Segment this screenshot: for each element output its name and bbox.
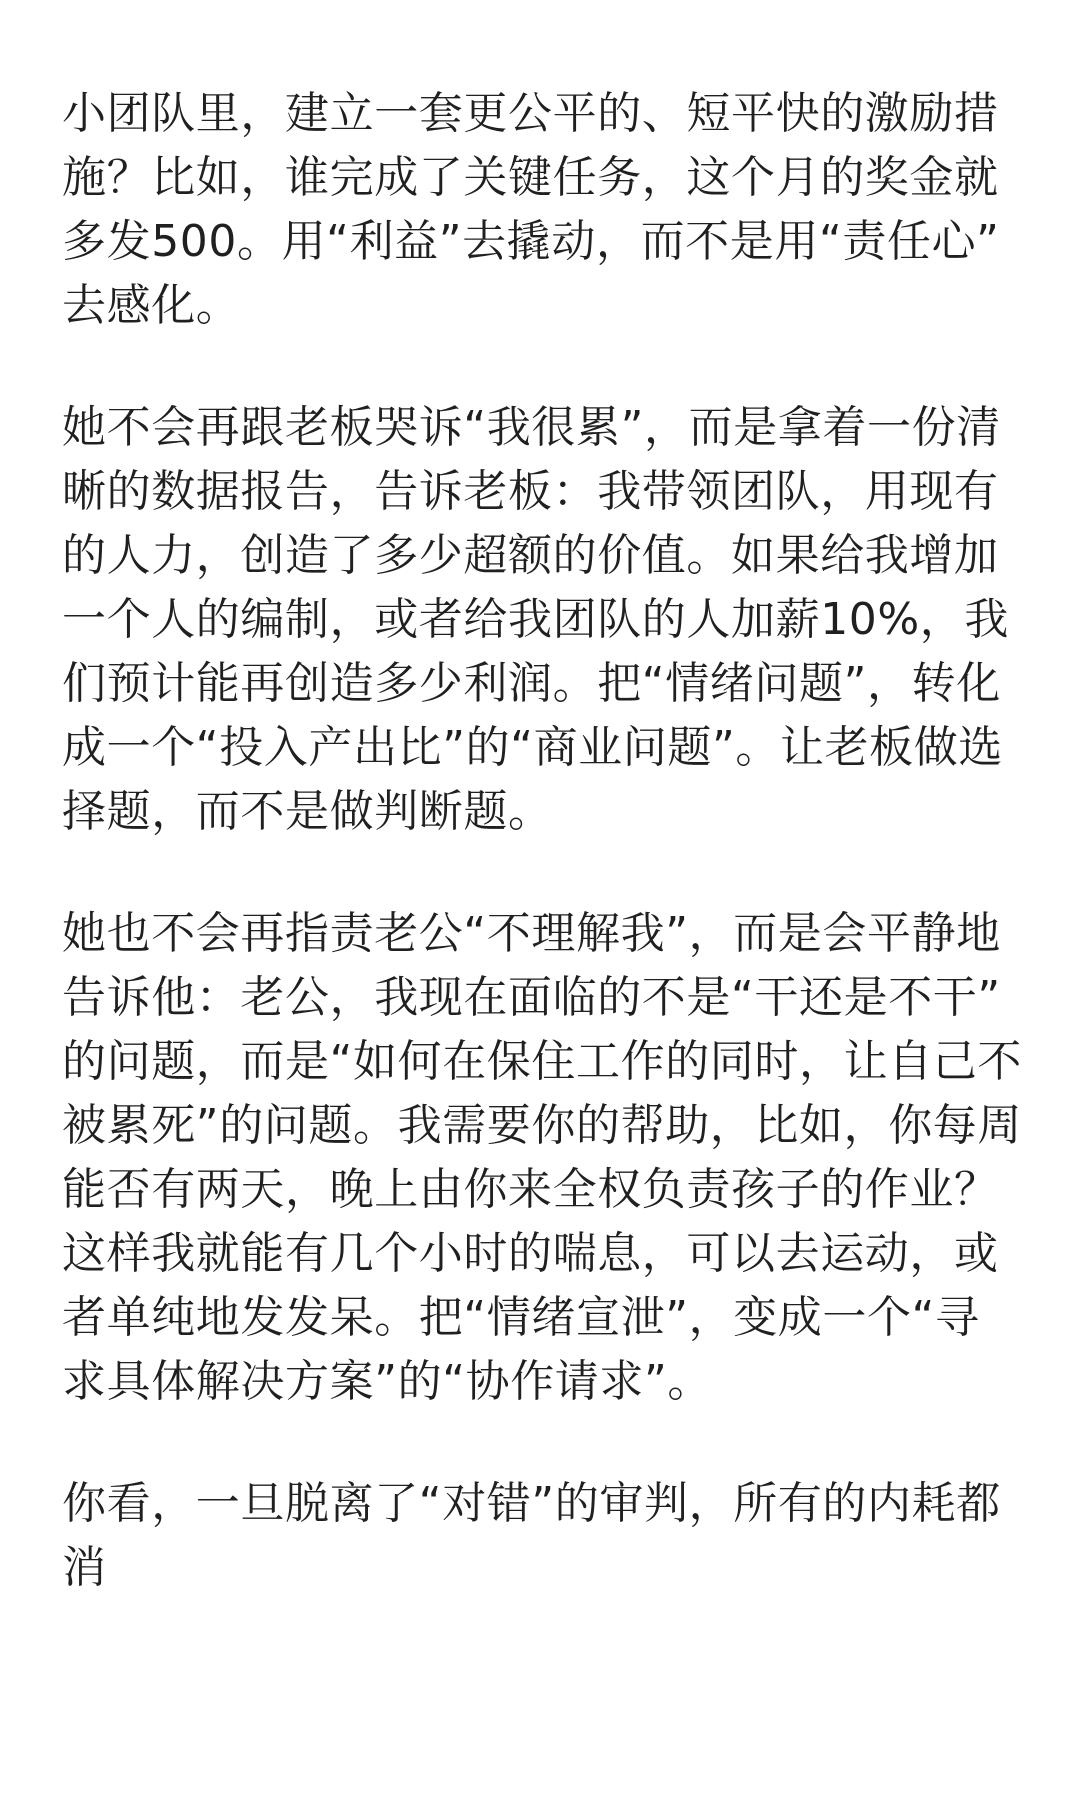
article-body bbox=[62, 82, 1022, 1658]
paragraph-1: 小团队里，建立一套更公平的、短平快的激励措施？比如，谁完成了关键任务，这个月的奖金就多发500。用“利益”去撬动，而不是用“责任心”去感化。 bbox=[62, 88, 1000, 331]
paragraph-3: 她也不会再指责老公“不理解我”，而是会平静地告诉他：老公，我现在面临的不是“干还是不干”的问题，而是“如何在保住工作的同时，让自己不被累死”的问题。我需要你的帮助，比如，你每周能否有两天，晚上由你来全权负责孩子的作业？这样我就能有几个小时的喘息，可以去运动，或者单纯地发发呆。把“情绪宣泄”，变成一个“寻求具体解决方案”的“协作请求”。 bbox=[62, 908, 1022, 1407]
paragraph-2: 她不会再跟老板哭诉“我很累”，而是拿着一份清晰的数据报告，告诉老板：我带领团队，用现有的人力，创造了多少超额的价值。如果给我增加一个人的编制，或者给我团队的人加薪10%，我们预计能再创造多少利润。把“情绪问题”，转化成一个“投入产出比”的“商业问题”。让老板做选择题，而不是做判断题。 bbox=[62, 402, 1009, 837]
paragraph-4: 你看，一旦脱离了“对错”的审判，所有的内耗都消 bbox=[62, 1478, 1001, 1593]
